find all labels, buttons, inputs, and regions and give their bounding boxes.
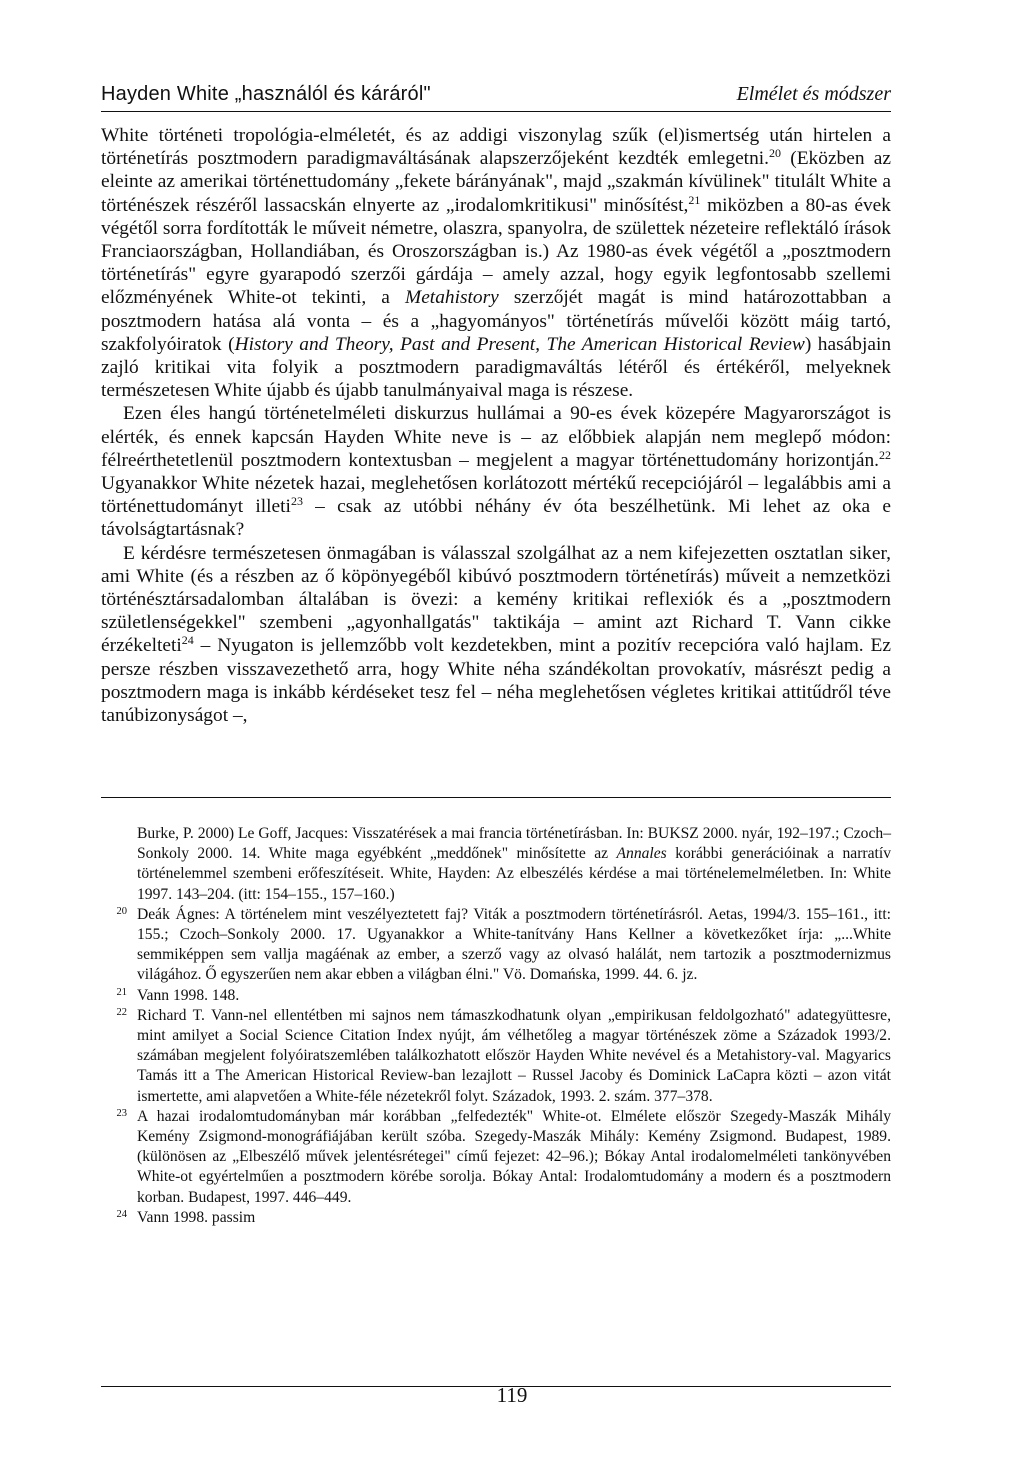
footnote-ref-22[interactable]: 22 [879, 447, 891, 462]
footnote-ref-24[interactable]: 24 [181, 633, 194, 648]
footnote-24: 24 Vann 1998. passim [101, 1208, 891, 1228]
footnote-number: 22 [116, 1006, 127, 1018]
footnote-number: 20 [116, 905, 127, 917]
header-section: Elmélet és módszer [736, 83, 891, 105]
footnote-ref-23[interactable]: 23 [290, 494, 303, 509]
journal-titles: History and Theory, Past and Present, The American Historical Review [234, 333, 805, 355]
footnote-number: 24 [116, 1208, 127, 1220]
header-title: Hayden White „használól és káráról" [101, 83, 431, 105]
main-text [101, 124, 891, 727]
paragraph-2: Ezen éles hangú történetelméleti diskurzus hullámai a 90-es évek közepére Magyarországot is elérték, és ennek kapcsán Hayden White neve is – az előbbiek alapján nem meglepő módon: félreérthetetlenül posztmodern kontextusban – megjelent a magyar történettudomány horizontján.$^{22}$ Ugyanakkor White nézetek hazai, meglehetősen korlátozott mértékű recepciójáról – legalábbis ami a történettudományt illeti$^{23}$ – csak az utóbbi néhány év óta beszélhetünk. Mi lehet az oka e távolságtartásnak? [101, 403, 891, 541]
footnotes [101, 824, 891, 1228]
running-header [101, 82, 891, 112]
footnote-20: 20 Deák Ágnes: A történelem mint veszélyeztetett faj? Viták a posztmodern történetírásról. Aetas, 1994/3. 155–161., itt: 155.; Czoch–Sonkoly 2000. 17. Ugyanakkor a White-tanítvány Hans Kellner a következőket írja: „...White semmiképpen sem vallja magáénak az ember, a szerző vagy az olvasó halálát, nem tartozik a posztmodernizmus világához. Ő egyszerűen nem akar ebben a világban élni." Vö. Domańska, 1999. 44. 6. jz. [101, 905, 891, 986]
footnote-ref-21[interactable]: 21 [688, 192, 701, 207]
page-number: 119 [496, 1383, 528, 1407]
footnote-21: 21 Vann 1998. 148. [101, 986, 891, 1006]
paragraph-1: White történeti tropológia-elméletét, és az addigi viszonylag szűk (el)ismertség után hirtelen a történetírás posztmodern paradigmaváltásának alapszerzőjeként kezdték emlegetni.$^{20}$ (Eközben az eleinte az amerikai történettudomány „fekete bárányának", majd „szakmán kívülinek" titulált White a történészek részéről lassacskán elnyerte az „irodalomkritikusi" minősítést,$^{21}$ miközben a 80-as évek végétől sorra fordították le műveit németre, olaszra, spanyolra, de születtek nézeteire reflektáló írások Franciaországban, Hollandiában, és Oroszországban is.) Az 1980-as évek végétől a „posztmodern történetírás" egyre gyarapodó szerzői gárdája – amely azzal, hogy egyik legfontosabb szellemi előzményének White-ot tekinti, a Metahistory szerzőjét magát is mind határozottabban a posztmodern hatása alá vonta – és a „hagyományos" történetírás művelői között máig tartó, szakfolyóiratok (History and Theory, Past and Present, The American Historical Review) hasábjain zajló kritikai vita folyik a posztmodern paradigmaváltás létéről és értékéről, melyeknek természetesen White újabb és újabb tanulmányaival maga is részese. [101, 125, 892, 402]
footnote-ref-20[interactable]: 20 [769, 146, 782, 161]
footnote-divider [101, 797, 891, 798]
footnote-number: 23 [116, 1107, 127, 1119]
book-title-metahistory: Metahistory [405, 287, 499, 309]
paragraph-3: E kérdésre természetesen önmagában is válasszal szolgálhat az a nem kifejezetten osztatlan siker, ami White (és a részben az ő köpönyegéből kibúvó posztmodern történetírás) műveit a nemzetközi történésztársadalomban általában is övezi: a kemény kritikai reflexiók és a „posztmodern születlenségekkel" szembeni „agyonhallgatás" taktikája – amint azt Richard T. Vann cikke érzékelteti$^{24}$ – Nyugaton is jellemzőbb volt kezdetekben, mint a pozitív recepcióra való hajlam. Ez persze részben visszavezethető arra, hogy White néha szándékoltan provokatív, másrészt pedig a posztmodern maga is inkább kérdéseket tesz fel – néha meglehetősen végletes kritikai attitűdről téve tanúbizonyságot –, [101, 542, 891, 727]
footnote-number: 21 [116, 986, 127, 998]
footnote-continued: Burke, P. 2000) Le Goff, Jacques: Visszatérések a mai francia történetírásban. In: BUKSZ 2000. nyár, 192–197.; Czoch–Sonkoly 2000. 14. White maga egyébként „meddőnek" minősítette az Annales korábbi generációinak a narratív történelemmel szembeni erőfeszítéseit. White, Hayden: Az elbeszélés kérdése a mai történelemelméletben. In: White 1997. 143–204. (itt: 154–155., 157–160.) [137, 825, 891, 903]
footnote-22: 22 Richard T. Vann-nel ellentétben mi sajnos nem támaszkodhatunk olyan „empirikusan feldolgozható" adategyüttesre, mint amilyet a Social Science Citation Index nyújt, ám vélhetőleg a magyar történészek zöme a Századok 1993/2. számában megjelent folyóiratszemlében találkozhatott először Hayden White nevével és a Metahistory-val. Magyarics Tamás itt a The American Historical Review-ban lezajlott – Russel Jacoby és Dominick LaCapra közti – azon vitát ismertette, ami alapvetően a White-féle nézetekről folyt. Századok, 1993. 2. szám. 377–378. [101, 1006, 891, 1107]
footnote-23: 23 A hazai irodalomtudományban már korábban „felfedezték" White-ot. Elmélete először Szegedy-Maszák Mihály Kemény Zsigmond-monográfiájában került szóba. Szegedy-Maszák Mihály: Kemény Zsigmond. Budapest, 1989. (különösen az „Elbeszélő művek jelentésrétegei" című fejezet: 42–96.); Bókay Antal irodalomelméleti tankönyvében White-ot egyértelműen a posztmodern körébe sorolja. Bókay Antal: Irodalomtudomány a modern és a posztmodern korban. Budapest, 1997. 446–449. [101, 1107, 891, 1208]
